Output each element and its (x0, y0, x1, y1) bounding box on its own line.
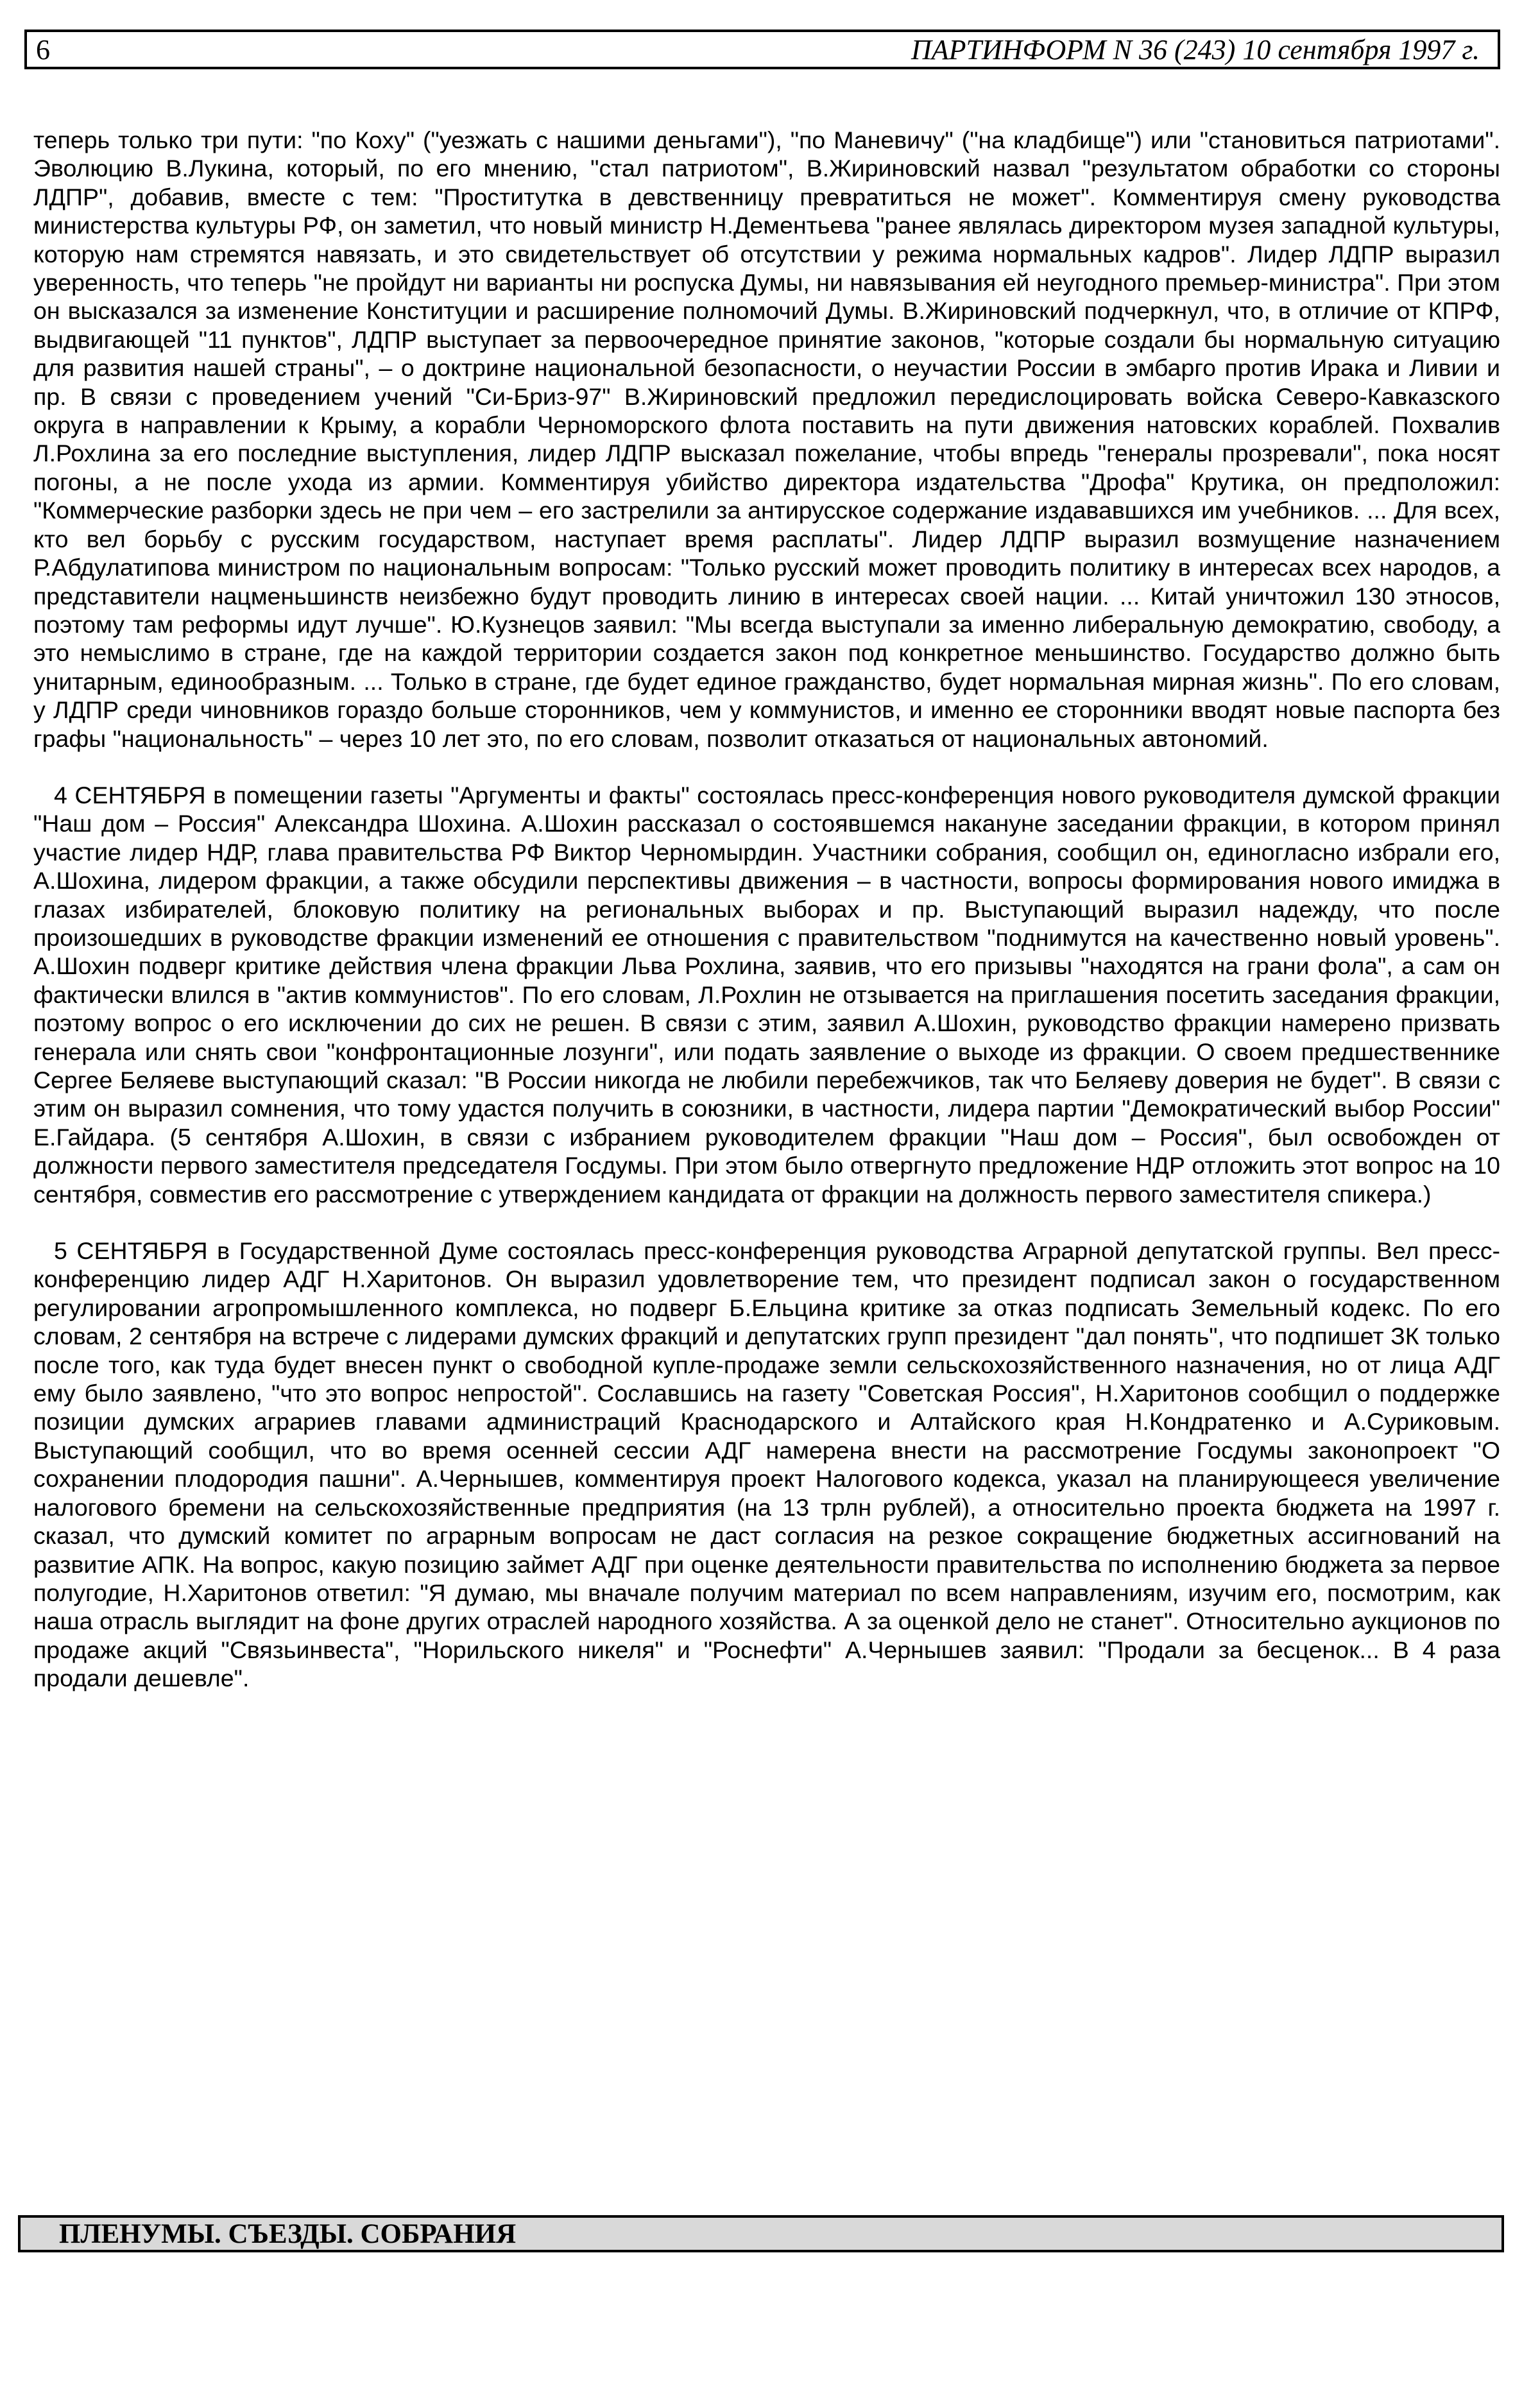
page-number: 6 (36, 33, 50, 65)
paragraph: 4 СЕНТЯБРЯ в помещении газеты "Аргументы и факты" состоялась пресс-конференция нового руководителя думской фракции "Наш дом – Россия" Александра Шохина. А.Шохин рассказал о состоявшемся накануне заседании фракции, в котором принял участие лидер НДР, глава правительства РФ Виктор Черномырдин. Участники собрания, сообщил он, единогласно избрали его, А.Шохина, лидером фракции, а также обсудили перспективы движения – в частности, вопросы формирования нового имиджа в глазах избирателей, блоковую политику на региональных выборах и пр. Выступающий выразил надежду, что после произошедших в руководстве фракции изменений ее отношения с правительством "поднимутся на качественно новый уровень". А.Шохин подверг критике действия члена фракции Льва Рохлина, заявив, что его призывы "находятся на грани фола", а сам он фактически влился в "актив коммунистов". По его словам, Л.Рохлин не отзывается на приглашения посетить заседания фракции, поэтому вопрос о его исключении до сих не решен. В связи с этим, заявил А.Шохин, руководство фракции намерено призвать генерала или снять свои "конфронтационные лозунги", или подать заявление о выходе из фракции. О своем предшественнике Сергее Беляеве выступающий сказал: "В России никогда не любили перебежчиков, так что Беляеву доверия не будет". В связи с этим он выразил сомнения, что тому удастся получить в союзники, в частности, лидера партии "Демократический выбор России" Е.Гайдара. (5 сентября А.Шохин, в связи с избранием руководителем фракции "Наш дом – Россия", был освобожден от должности первого заместителя председателя Госдумы. При этом было отвергнуто предложение НДР отложить этот вопрос на 10 сентября, совместив его рассмотрение с утверждением кандидата от фракции на должность первого заместителя спикера.) (33, 781, 1500, 1208)
page-header (24, 30, 1500, 69)
paragraph: 5 СЕНТЯБРЯ в Государственной Думе состоялась пресс-конференция руководства Аграрной депутатской группы. Вел пресс-конференцию лидер АДГ Н.Харитонов. Он выразил удовлетворение тем, что президент подписал закон о государственном регулировании агропромышленного комплекса, но подверг Б.Ельцина критике за отказ подписать Земельный кодекс. По его словам, 2 сентября на встрече с лидерами думских фракций и депутатских групп президент "дал понять", что подпишет ЗК только после того, как туда будет внесен пункт о свободной купле-продаже земли сельскохозяйственного назначения, но от лица АДГ ему было заявлено, "что это вопрос непростой". Сославшись на газету "Советская Россия", Н.Харитонов сообщил о поддержке позиции думских аграриев главами администраций Краснодарского и Алтайского края Н.Кондратенко и А.Суриковым. Выступающий сообщил, что во время осенней сессии АДГ намерена внести на рассмотрение Госдумы законопроект "О сохранении плодородия пашни". А.Чернышев, комментируя проект Налогового кодекса, указал на планирующееся увеличение налогового бремени на сельскохозяйственные предприятия (на 13 трлн рублей), а относительно проекта бюджета на 1997 г. сказал, что думский комитет по аграрным вопросам не даст согласия на резкое сокращение бюджетных ассигнований на развитие АПК. На вопрос, какую позицию займет АДГ при оценке деятельности правительства по исполнению бюджета за первое полугодие, Н.Харитонов ответил: "Я думаю, мы вначале получим материал по всем направлениям, изучим его, посмотрим, как наша отрасль выглядит на фоне других отраслей народного хозяйства. А за оценкой дело не станет". Относительно аукционов по продаже акций "Связьинвеста", "Норильского никеля" и "Роснефти" А.Чернышев заявил: "Продали за бесценок... В 4 раза продали дешевле". (33, 1237, 1500, 1692)
article-body (33, 126, 1500, 1693)
publication-title: ПАРТИНФОРМ N 36 (243) 10 сентября 1997 г. (911, 33, 1480, 65)
paragraph: теперь только три пути: "по Коху" ("уезжать с нашими деньгами"), "по Маневичу" ("на кладбище") или "становиться патриотами". Эволюцию В.Лукина, который, по его мнению, "стал патриотом", В.Жириновский назвал "результатом обработки со стороны ЛДПР", добавив, вместе с тем: "Проститутка в девственницу превратиться не может". Комментируя смену руководства министерства культуры РФ, он заметил, что новый министр Н.Дементьева "ранее являлась директором музея западной культуры, которую нам стремятся навязать, и это свидетельствует об отсутствии у режима нормальных кадров". Лидер ЛДПР выразил уверенность, что теперь "не пройдут ни варианты ни роспуска Думы, ни навязывания ей неугодного премьер-министра". При этом он высказался за изменение Конституции и расширение полномочий Думы. В.Жириновский подчеркнул, что, в отличие от КПРФ, выдвигающей "11 пунктов", ЛДПР выступает за первоочередное принятие законов, "которые создали бы нормальную ситуацию для развития нашей страны", – о доктрине национальной безопасности, о неучастии России в эмбарго против Ирака и Ливии и пр. В связи с проведением учений "Си-Бриз-97" В.Жириновский предложил передислоцировать войска Северо-Кавказского округа в направлении к Крыму, а корабли Черноморского флота поставить на пути движения натовских кораблей. Похвалив Л.Рохлина за его последние выступления, лидер ЛДПР высказал пожелание, чтобы впредь "генералы прозревали", пока носят погоны, а не после ухода из армии. Комментируя убийство директора издательства "Дрофа" Крутика, он предположил: "Коммерческие разборки здесь не при чем – его застрелили за антирусское содержание издававшихся им учебников. ... Для всех, кто вел борьбу с русским государством, наступает время расплаты". Лидер ЛДПР выразил возмущение назначением Р.Абдулатипова министром по национальным вопросам: "Только русский может проводить политику в интересах всех народов, а представители нацменьшинств неизбежно будут проводить линию в интересах своей нации. ... Китай уничтожил 130 этносов, поэтому там реформы идут лучше". Ю.Кузнецов заявил: "Мы всегда выступали за именно либеральную демократию, свободу, а это немыслимо в стране, где на каждой территории создается закон под конкретное меньшинство. Государство должно быть унитарным, единообразным. ... Только в стране, где будет единое гражданство, будет нормальная мирная жизнь". По его словам, у ЛДПР среди чиновников гораздо больше сторонников, чем у коммунистов, и именно ее сторонники вводят новые паспорта без графы "национальность" – через 10 лет это, по его словам, позволит отказаться от национальных автономий. (33, 126, 1500, 752)
section-title: ПЛЕНУМЫ. СЪЕЗДЫ. СОБРАНИЯ (59, 2218, 517, 2249)
section-heading (18, 2215, 1504, 2252)
